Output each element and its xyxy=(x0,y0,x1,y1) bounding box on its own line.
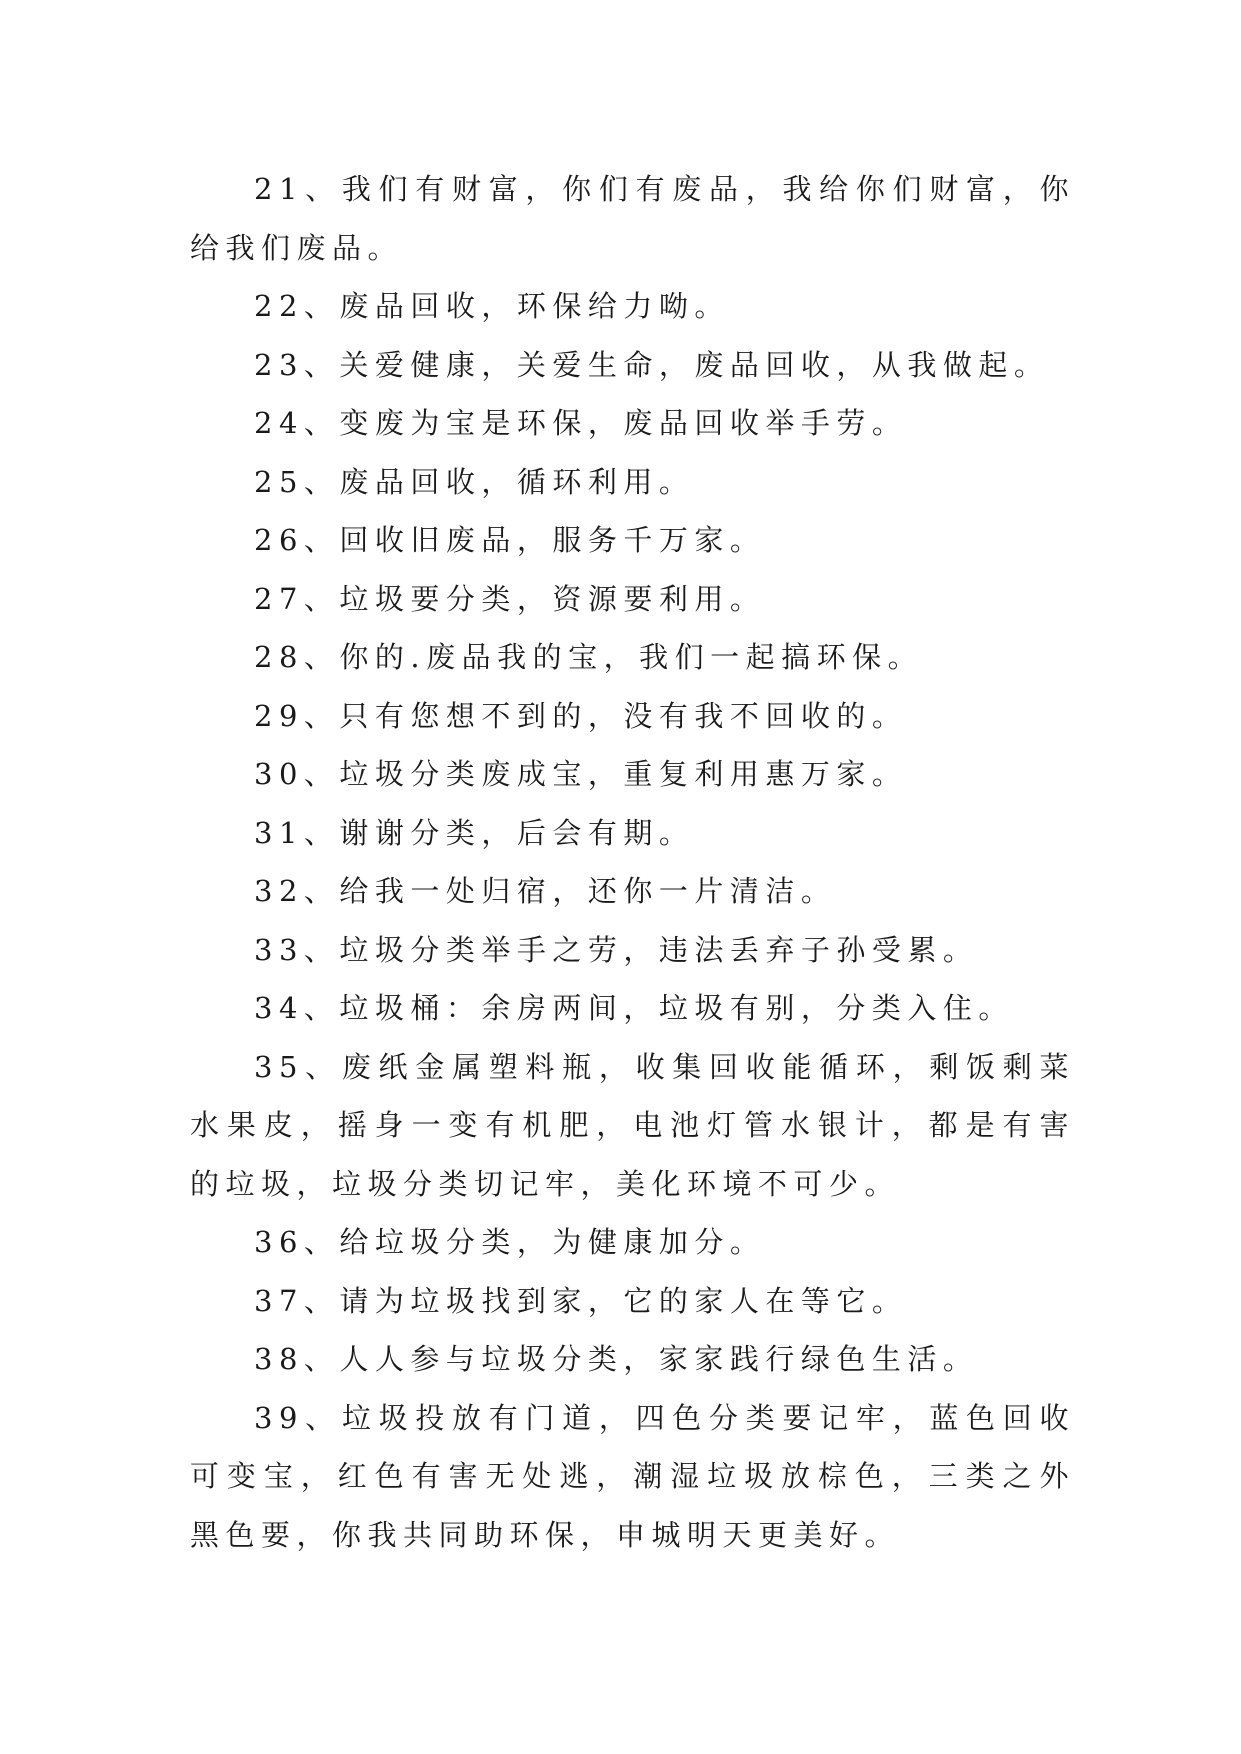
slogan-item: 27、垃圾要分类，资源要利用。 xyxy=(254,581,766,616)
slogan-item: 37、请为垃圾找到家，它的家人在等它。 xyxy=(254,1283,908,1318)
slogan-item: 30、垃圾分类废成宝，重复利用惠万家。 xyxy=(254,757,908,791)
slogan-item: 33、垃圾分类举手之劳，违法丢弃子孙受累。 xyxy=(254,932,979,967)
document-body xyxy=(190,160,1075,1564)
slogan-item: 39、垃圾投放有门道，四色分类要记牢，蓝色回收可变宝，红色有害无处逃，潮湿垃圾放棕色，三类之外黑色要，你我共同助环保，申城明天更美好。 xyxy=(190,1400,1075,1552)
slogan-item: 29、只有您想不到的，没有我不回收的。 xyxy=(254,698,908,733)
slogan-item: 23、关爱健康，关爱生命，废品回收，从我做起。 xyxy=(254,347,1050,382)
slogan-item: 38、人人参与垃圾分类，家家践行绿色生活。 xyxy=(254,1342,979,1376)
slogan-item: 28、你的.废品我的宝，我们一起搞环保。 xyxy=(254,640,924,674)
slogan-item: 24、变废为宝是环保，废品回收举手劳。 xyxy=(254,406,908,440)
slogan-item: 21、我们有财富，你们有废品，我给你们财富，你给我们废品。 xyxy=(190,172,1075,265)
slogan-item: 31、谢谢分类，后会有期。 xyxy=(254,815,695,850)
slogan-item: 26、回收旧废品，服务千万家。 xyxy=(254,523,766,557)
slogan-item: 25、废品回收，循环利用。 xyxy=(254,464,695,499)
slogan-item: 34、垃圾桶：余房两间，垃圾有别，分类入住。 xyxy=(254,991,1014,1025)
slogan-item: 36、给垃圾分类，为健康加分。 xyxy=(254,1225,766,1259)
slogan-item: 35、废纸金属塑料瓶，收集回收能循环，剩饭剩菜水果皮，摇身一变有机肥，电池灯管水银计，都是有害的垃圾，垃圾分类切记牢，美化环境不可少。 xyxy=(190,1049,1075,1201)
slogan-item: 22、废品回收，环保给力呦。 xyxy=(254,289,730,323)
slogan-item: 32、给我一处归宿，还你一片清洁。 xyxy=(254,874,837,908)
